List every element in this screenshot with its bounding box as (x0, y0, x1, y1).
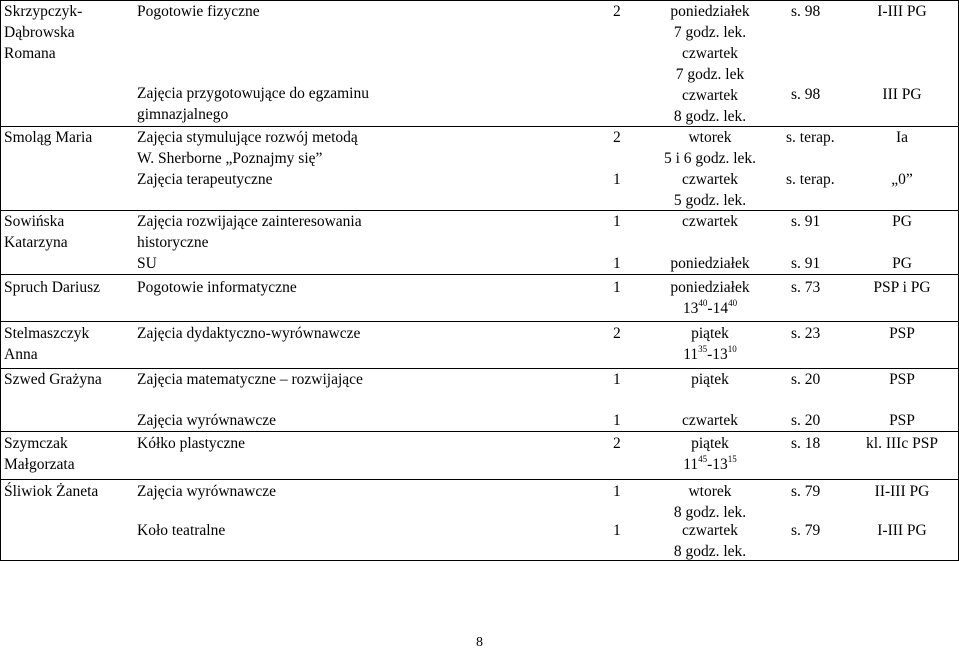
room-label: s. 18 (791, 435, 821, 452)
group-label: PSP (889, 371, 915, 388)
activity-name: SU (137, 255, 157, 272)
hours-count: 1 (613, 279, 621, 296)
schedule-cell: poniedziałek (670, 255, 750, 272)
room-label: s. 79 (791, 522, 821, 539)
group-label: PG (892, 255, 912, 272)
activity-name: Zajęcia przygotowujące do egzaminu gimnazjalnego (137, 85, 369, 123)
activity-name: Pogotowie informatyczne (137, 279, 297, 296)
page-number: 8 (476, 635, 483, 650)
hours-count: 1 (613, 522, 621, 539)
schedule-cell: piątek $11^{35}-13^{10}$ (640, 323, 780, 365)
schedule-cell: czwartek 8 godz. lek. (673, 522, 747, 560)
row-separator (0, 479, 959, 480)
schedule-cell: czwartek 5 godz. lek. (673, 171, 747, 209)
teacher-name: Sowińska Katarzyna (4, 213, 68, 251)
room-label: s. terap. (786, 129, 835, 146)
schedule-cell: poniedziałek 7 godz. lek. czwartek 7 godz. lek (670, 3, 750, 83)
table-border-bottom (0, 560, 959, 561)
group-label: III PG (882, 86, 922, 103)
group-label: PG (892, 213, 912, 230)
hours-count: 1 (613, 213, 621, 230)
hours-count: 1 (613, 255, 621, 272)
group-label: I-III PG (877, 3, 927, 20)
group-label: PSP (889, 325, 915, 342)
schedule-cell: poniedziałek $13^{40}-14^{40}$ (640, 277, 780, 319)
hours-count: 1 (613, 371, 621, 388)
activity-name: Zajęcia wyrównawcze (137, 483, 276, 500)
teacher-name: Szymczak Małgorzata (4, 435, 75, 473)
activity-name: Zajęcia matematyczne – rozwijające (137, 371, 363, 388)
schedule-cell: wtorek 8 godz. lek. (673, 483, 747, 521)
activity-name: Zajęcia terapeutyczne (137, 171, 273, 188)
activity-name: Koło teatralne (137, 522, 226, 539)
row-separator (0, 274, 959, 275)
time-range: $11^{35}-13^{10}$ (683, 344, 737, 363)
group-label: „0” (891, 171, 913, 188)
schedule-cell: piątek (691, 371, 729, 388)
group-label: I-III PG (877, 522, 927, 539)
schedule-cell: piątek $11^{45}-13^{15}$ (640, 433, 780, 475)
schedule-cell: wtorek 5 i 6 godz. lek. (663, 129, 757, 167)
hours-count: 1 (613, 171, 621, 188)
hours-count: 1 (613, 483, 621, 500)
teacher-name: Spruch Dariusz (4, 279, 100, 296)
activity-name: Zajęcia wyrównawcze (137, 412, 276, 429)
hours-count: 2 (613, 435, 621, 452)
table-border-left (0, 0, 1, 561)
room-label: s. 91 (791, 255, 821, 272)
group-label: kl. IIIc PSP (866, 435, 938, 452)
schedule-cell: czwartek (682, 213, 738, 230)
hours-count: 1 (613, 412, 621, 429)
activity-name: Zajęcia dydaktyczno-wyrównawcze (137, 325, 361, 342)
schedule-cell: czwartek 8 godz. lek. (673, 87, 747, 125)
room-label: s. 98 (791, 86, 821, 103)
time-range: $11^{45}-13^{15}$ (683, 454, 737, 473)
teacher-name: Szwed Grażyna (4, 371, 102, 388)
room-label: s. 23 (791, 325, 821, 342)
teacher-name: Skrzypczyk- Dąbrowska Romana (4, 3, 83, 62)
group-label: II-III PG (874, 483, 930, 500)
activity-name: Kółko plastyczne (137, 435, 246, 452)
room-label: s. 73 (791, 279, 821, 296)
group-label: PSP (889, 412, 915, 429)
schedule-cell: czwartek (682, 412, 738, 429)
group-label: PSP i PG (873, 279, 931, 296)
hours-count: 2 (613, 325, 621, 342)
row-separator (0, 321, 959, 322)
room-label: s. 20 (791, 412, 821, 429)
teacher-name: Stelmaszczyk Anna (4, 325, 90, 363)
row-separator (0, 431, 959, 432)
room-label: s. terap. (786, 171, 835, 188)
activity-name: Pogotowie fizyczne (137, 3, 260, 20)
hours-count: 2 (613, 129, 621, 146)
teacher-name: Smoląg Maria (4, 129, 93, 146)
room-label: s. 79 (791, 483, 821, 500)
activity-name: Zajęcia stymulujące rozwój metodą W. Sherborne „Poznajmy się” (137, 129, 358, 167)
group-label: Ia (895, 129, 909, 146)
room-label: s. 20 (791, 371, 821, 388)
time-range: $13^{40}-14^{40}$ (682, 298, 738, 317)
activity-name: Zajęcia rozwijające zainteresowania historyczne (137, 213, 362, 251)
room-label: s. 98 (791, 3, 821, 20)
teacher-name: Śliwiok Żaneta (4, 483, 99, 500)
room-label: s. 91 (791, 213, 821, 230)
hours-count: 2 (613, 3, 621, 20)
